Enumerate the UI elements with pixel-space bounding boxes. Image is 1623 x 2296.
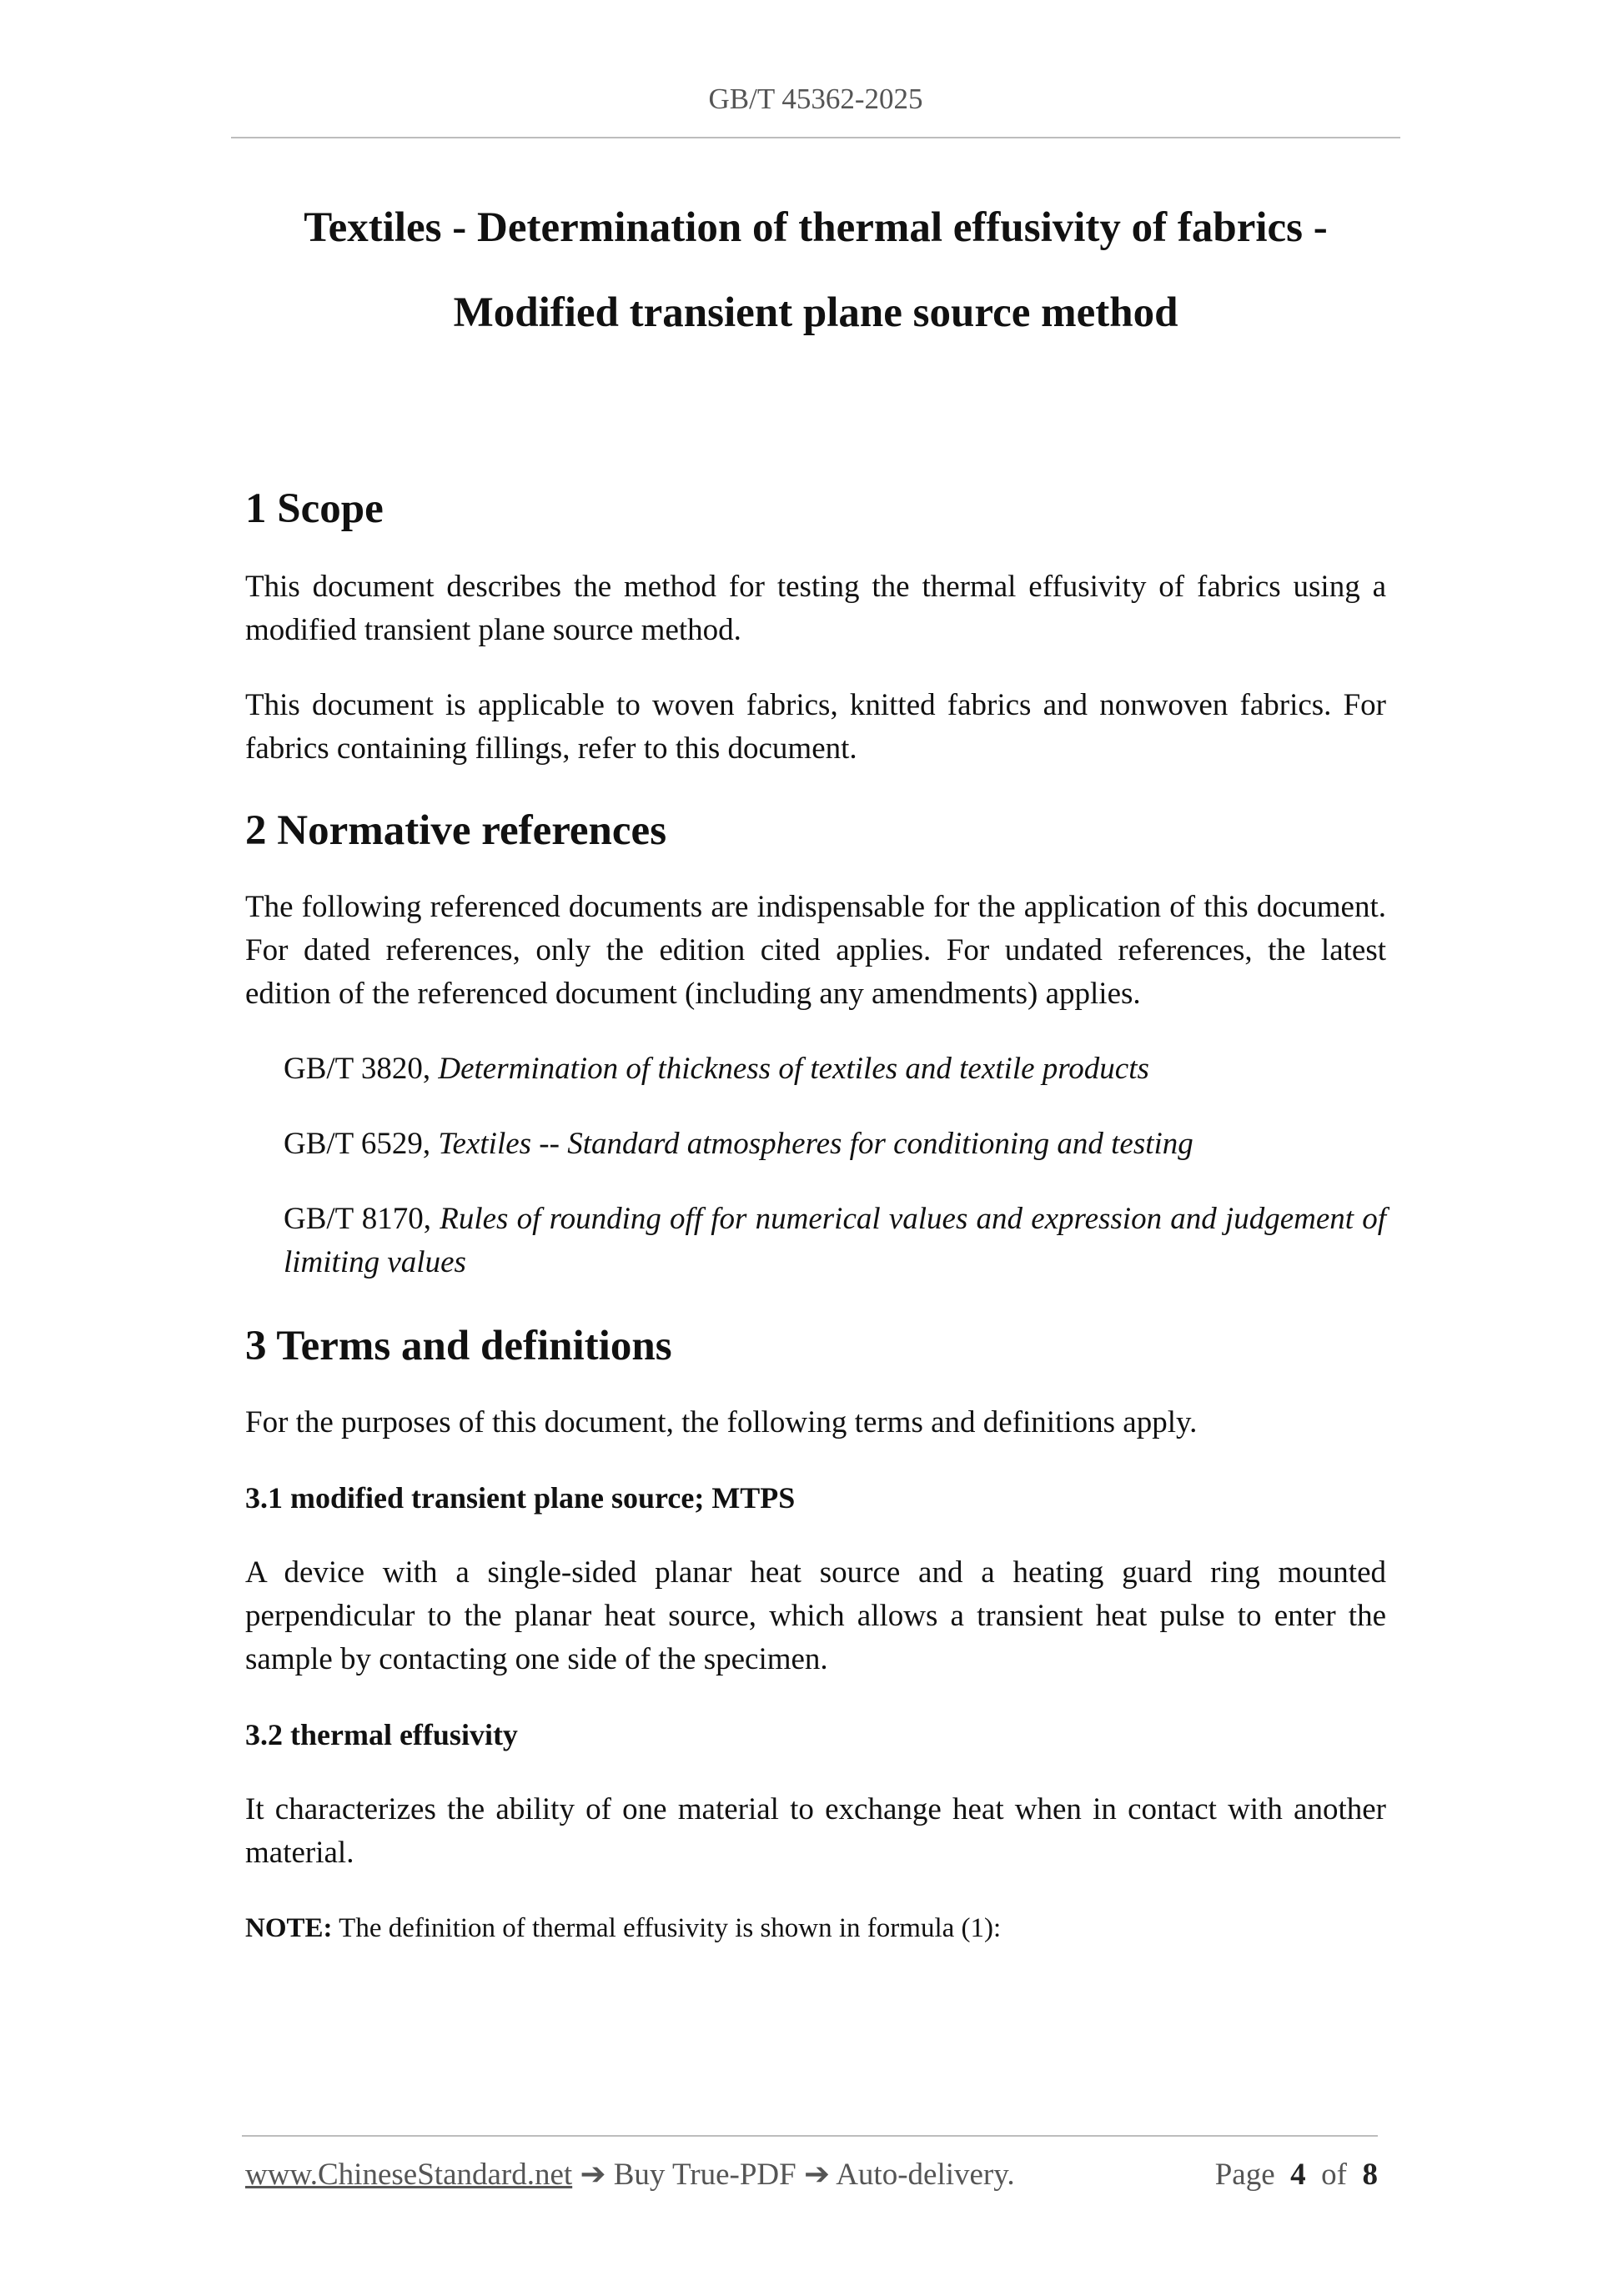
buy-true-pdf-text: Buy True-PDF	[613, 2158, 796, 2192]
reference-title: Determination of thickness of textiles and textile products	[438, 1052, 1149, 1086]
reference-title: Rules of rounding off for numerical values and expression and judgement of limiting values	[284, 1202, 1386, 1279]
page-label: Page	[1214, 2158, 1275, 2192]
document-title	[231, 185, 1400, 355]
header-divider	[231, 137, 1400, 138]
note-label: NOTE:	[245, 1913, 333, 1943]
terms-intro-paragraph: For the purposes of this document, the following terms and definitions apply.	[245, 1405, 1198, 1439]
auto-delivery-text: Auto-delivery.	[836, 2158, 1015, 2192]
arrow-icon: ➔	[803, 2158, 830, 2192]
scope-paragraph-2: This document is applicable to woven fabrics, knitted fabrics and nonwoven fabrics. For fabrics containing fillings, refer to this document.	[245, 688, 1386, 766]
reference-code: GB/T 6529,	[284, 1127, 431, 1161]
note-text: The definition of thermal effusivity is shown in formula (1):	[339, 1913, 1002, 1943]
reference-item	[284, 1198, 1386, 1284]
title-line-2: Modified transient plane source method	[453, 289, 1178, 336]
scope-paragraph-1: This document describes the method for testing the thermal effusivity of fabrics using a modified transient plane source method.	[245, 570, 1386, 647]
footer-promo	[245, 2153, 1015, 2197]
note	[245, 1908, 1386, 1948]
reference-item	[284, 1123, 1386, 1166]
title-line-1: Textiles - Determination of thermal effusivity of fabrics -	[304, 204, 1328, 251]
site-link[interactable]: www.ChineseStandard.net	[245, 2158, 573, 2192]
term-definition-thermal-effusivity: It characterizes the ability of one material to exchange heat when in contact with another material.	[245, 1792, 1386, 1870]
arrow-icon: ➔	[580, 2158, 606, 2192]
of-label: of	[1321, 2158, 1347, 2192]
document-body	[245, 467, 1386, 1948]
section-heading-scope: 1 Scope	[245, 485, 384, 532]
footer-divider	[242, 2135, 1378, 2137]
document-number-header: GB/T 45362-2025	[708, 83, 923, 115]
current-page-number: 4	[1290, 2158, 1306, 2192]
term-definition-mtps: A device with a single-sided planar heat source and a heating guard ring mounted perpendicular to the planar heat source, which allows a transient heat pulse to enter the sample by contacting one side of the specimen.	[245, 1555, 1386, 1676]
total-page-number: 8	[1362, 2158, 1378, 2192]
section-heading-terms-and-definitions: 3 Terms and definitions	[245, 1323, 672, 1369]
page-indicator	[1215, 2153, 1378, 2197]
term-heading-thermal-effusivity: 3.2 thermal effusivity	[245, 1718, 518, 1751]
reference-item	[284, 1048, 1386, 1091]
reference-code: GB/T 8170,	[284, 1202, 432, 1236]
term-heading-mtps: 3.1 modified transient plane source; MTPS	[245, 1481, 796, 1515]
normative-paragraph: The following referenced documents are indispensable for the application of this document. For dated references, only the edition cited applies. For undated references, the latest edition of the referenced document (including any amendments) applies.	[245, 890, 1386, 1011]
reference-code: GB/T 3820,	[284, 1052, 431, 1086]
section-heading-normative-references: 2 Normative references	[245, 807, 667, 854]
reference-title: Textiles -- Standard atmospheres for conditioning and testing	[438, 1127, 1193, 1161]
